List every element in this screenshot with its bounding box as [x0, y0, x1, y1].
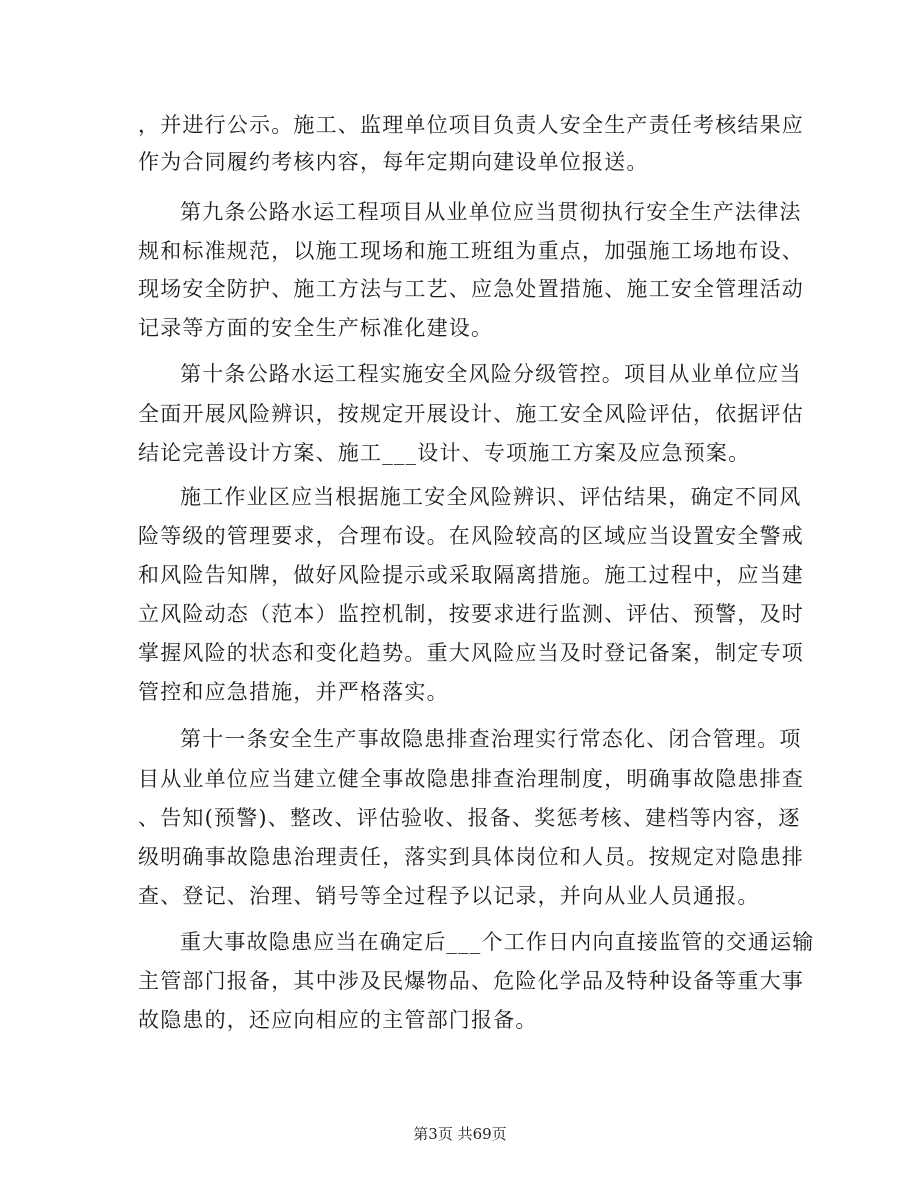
paragraph-start-article-9: 第九条公路水运工程项目从业单位应当贯彻执行安全生产法律法	[180, 200, 802, 224]
text-line: 、告知(预警)、整改、评估验收、报备、奖惩考核、建档等内容，逐	[138, 806, 801, 830]
text-line: 主管部门报备，其中涉及民爆物品、危险化学品及特种设备等重大事	[138, 969, 804, 993]
text-line: 级明确事故隐患治理责任，落实到具体岗位和人员。按规定对隐患排	[138, 845, 804, 869]
text-line: 立风险动态（范本）监控机制，按要求进行监测、评估、预警，及时	[138, 602, 804, 626]
text-line: 全面开展风险辨识，按规定开展设计、施工安全风险评估，依据评估	[138, 402, 804, 426]
paragraph-start-article-11: 第十一条安全生产事故隐患排查治理实行常态化、闭合管理。项	[180, 727, 802, 751]
text-line: ，并进行公示。施工、监理单位项目负责人安全生产责任考核结果应	[138, 113, 804, 137]
text-line: 查、登记、治理、销号等全过程予以记录，并向从业人员通报。	[138, 884, 760, 908]
paragraph-start-work-zone: 施工作业区应当根据施工安全风险辨识、评估结果，确定不同风	[180, 485, 802, 509]
text-line: 管控和应急措施，并严格落实。	[138, 680, 449, 704]
text-line: 险等级的管理要求，合理布设。在风险较高的区域应当设置安全警戒	[138, 524, 804, 548]
text-line: 作为合同履约考核内容，每年定期向建设单位报送。	[138, 150, 649, 174]
text-line: 现场安全防护、施工方法与工艺、应急处置措施、施工安全管理活动	[138, 277, 804, 301]
text-line: 规和标准规范，以施工现场和施工班组为重点，加强施工场地布设、	[138, 239, 804, 263]
text-line: 结论完善设计方案、施工___设计、专项施工方案及应急预案。	[138, 441, 751, 465]
text-line: 记录等方面的安全生产标准化建设。	[138, 316, 494, 340]
page-number: 第3页 共69页	[413, 1125, 507, 1143]
paragraph-start-article-10: 第十条公路水运工程实施安全风险分级管控。项目从业单位应当	[180, 362, 802, 386]
text-line: 掌握风险的状态和变化趋势。重大风险应当及时登记备案，制定专项	[138, 641, 804, 665]
paragraph-start-major-hazard: 重大事故隐患应当在确定后___个工作日内向直接监管的交通运输	[180, 930, 815, 954]
text-line: 故隐患的，还应向相应的主管部门报备。	[138, 1008, 538, 1032]
text-line: 和风险告知牌，做好风险提示或采取隔离措施。施工过程中，应当建	[138, 563, 804, 587]
text-line: 目从业单位应当建立健全事故隐患排查治理制度，明确事故隐患排查	[138, 767, 804, 791]
